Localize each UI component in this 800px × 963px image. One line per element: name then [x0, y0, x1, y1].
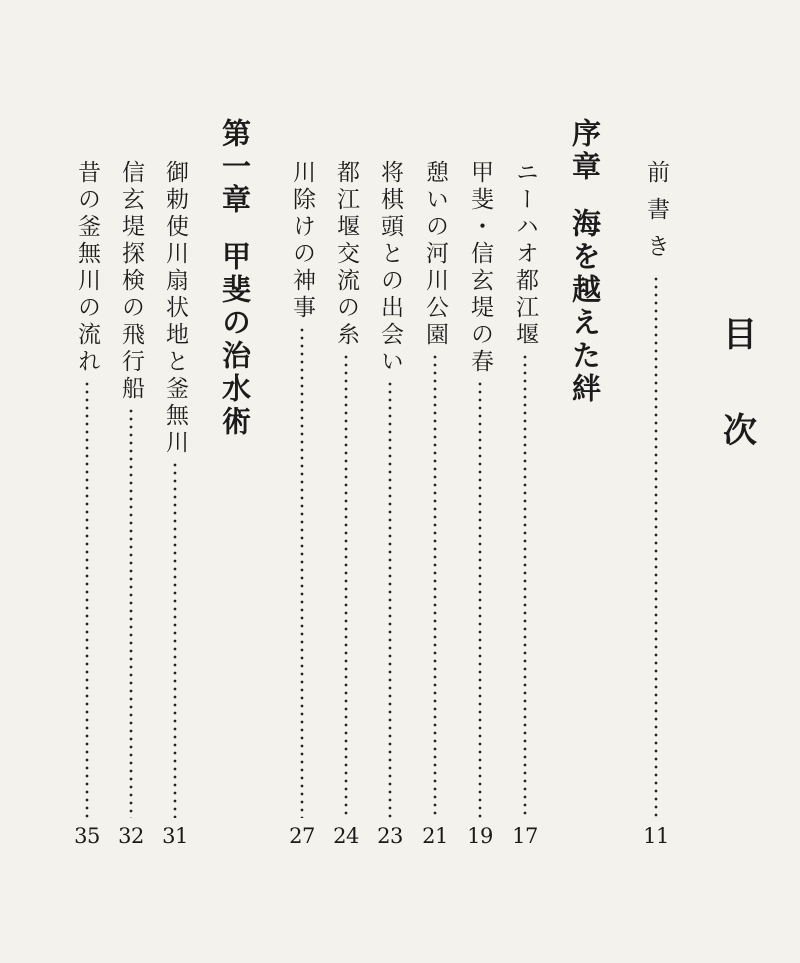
toc-page-number: 19 [467, 824, 493, 848]
page-title-char: 次 [723, 411, 757, 451]
toc-entry[interactable] [460, 160, 500, 848]
toc-page-number: 24 [333, 824, 359, 848]
toc-page-number: 32 [118, 824, 144, 848]
toc-entry[interactable] [415, 160, 455, 848]
dot-leader [388, 380, 392, 818]
toc-page-number: 23 [377, 824, 403, 848]
dot-leader [129, 407, 133, 818]
toc-entry[interactable] [155, 160, 195, 848]
dot-leader [85, 380, 89, 818]
toc-entry-title: 憩いの河川公園 [422, 160, 448, 349]
toc-page-number: 35 [74, 824, 100, 848]
toc-entry-title: 前書き [643, 160, 669, 271]
page-title-char: 目 [723, 315, 757, 355]
toc-entry[interactable] [326, 160, 366, 848]
toc-page-number: 21 [422, 824, 448, 848]
page-title [716, 315, 764, 451]
toc-page-number: 27 [289, 824, 315, 848]
dot-leader [478, 380, 482, 818]
toc-entry[interactable] [370, 160, 410, 848]
toc-entry[interactable] [636, 160, 676, 848]
toc-entry[interactable] [505, 160, 545, 848]
dot-leader [654, 275, 658, 818]
toc-page-number: 11 [643, 824, 669, 848]
toc-entry-title: 甲斐・信玄堤の春 [467, 160, 493, 376]
toc-page-number: 17 [512, 824, 538, 848]
dot-leader [173, 461, 177, 818]
toc-entry-title: 川除けの神事 [289, 160, 315, 322]
toc-entry[interactable] [111, 160, 151, 848]
toc-entry-title: ニーハオ都江堰 [512, 160, 538, 349]
chapter-number: 序章 [568, 118, 602, 184]
toc-entry[interactable] [67, 160, 107, 848]
dot-leader [433, 353, 437, 818]
toc-entry-title: 都江堰交流の糸 [333, 160, 359, 349]
dot-leader [344, 353, 348, 818]
toc-entry-title: 昔の釜無川の流れ [74, 160, 100, 376]
toc-entry-title: 将棋頭との出会い [377, 160, 403, 376]
toc-entry[interactable] [282, 160, 322, 848]
chapter-number: 第一章 [218, 118, 252, 217]
toc-entry-title: 信玄堤探検の飛行船 [118, 160, 144, 403]
toc-page-number: 31 [162, 824, 188, 848]
chapter-heading-chapter-1 [215, 118, 255, 439]
dot-leader [523, 353, 527, 818]
chapter-heading-prologue [565, 118, 605, 406]
chapter-title: 海を越えた絆 [568, 208, 602, 406]
dot-leader [300, 326, 304, 818]
toc-entry-title: 御勅使川扇状地と釜無川 [162, 160, 188, 457]
chapter-title: 甲斐の治水術 [218, 241, 252, 439]
